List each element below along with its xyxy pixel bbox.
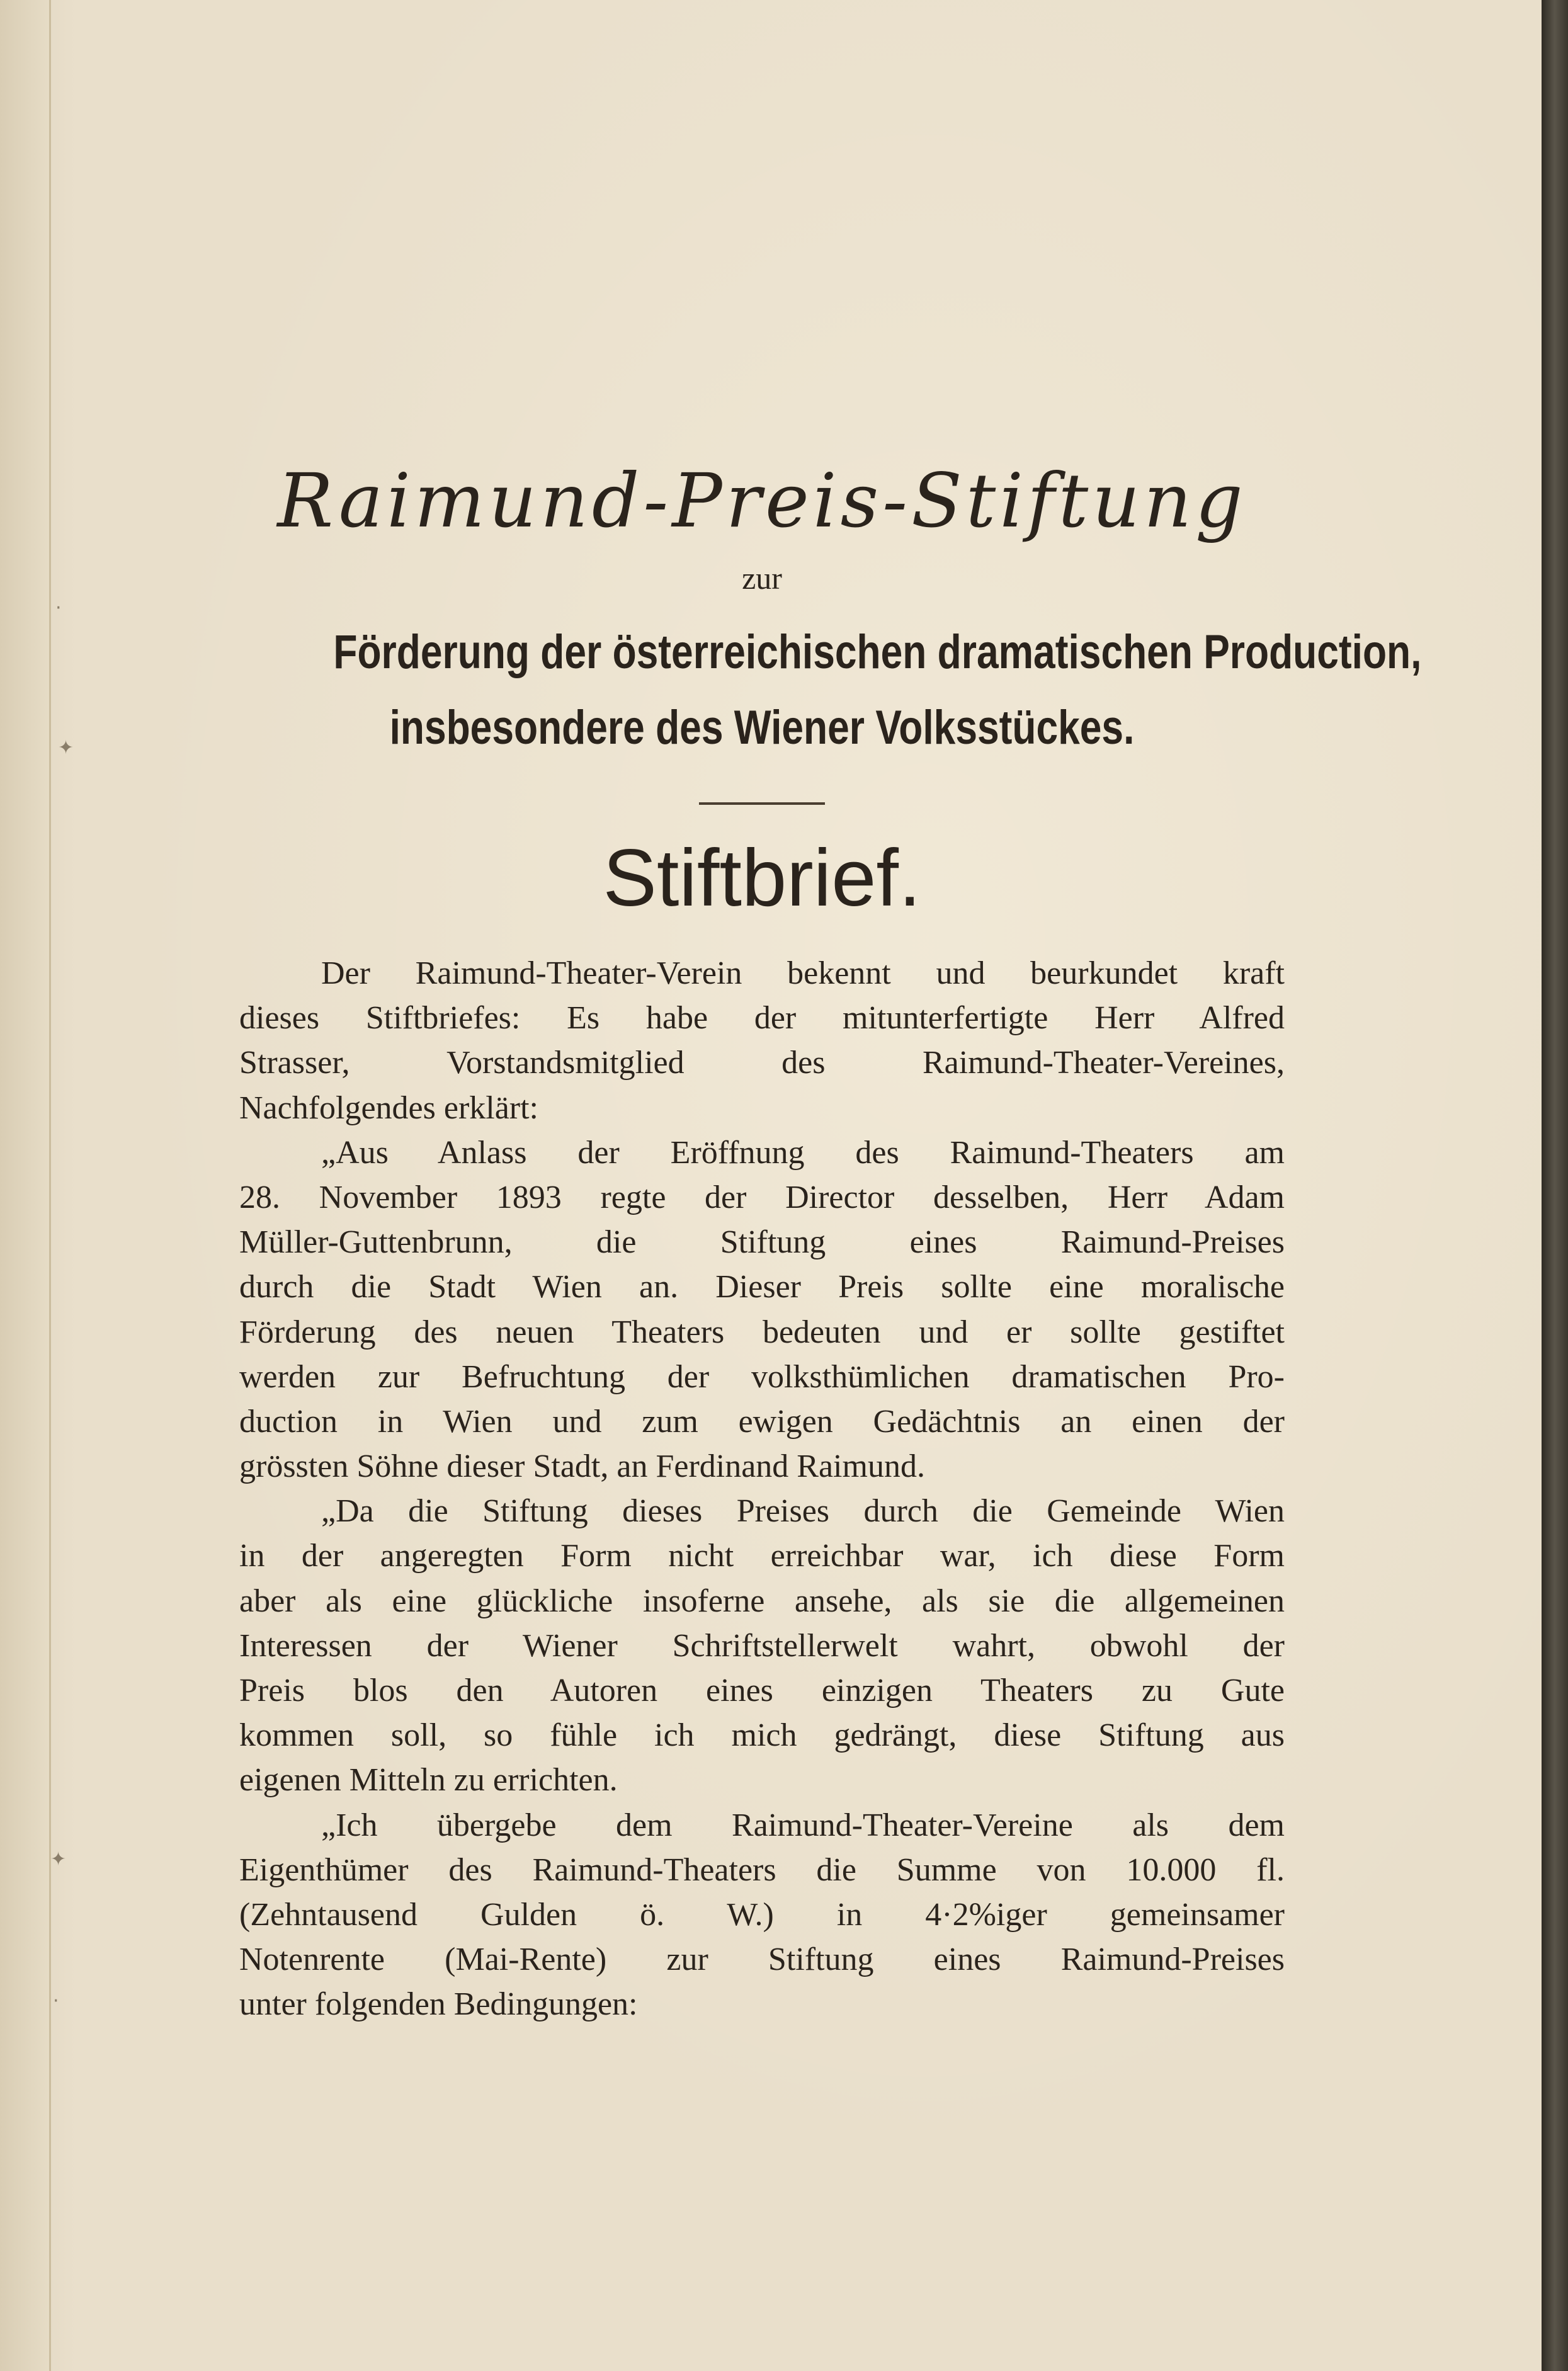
body-line: (Zehntausend Gulden ö. W.) in 4·2%iger gemeinsamer	[239, 1896, 1285, 1933]
body-line: dieses Stiftbriefes: Es habe der mitunterfertigte Herr Alfred	[239, 1000, 1285, 1037]
body-line: unter folgenden Bedingungen:	[239, 1986, 638, 2023]
body-line: „Aus Anlass der Eröffnung des Raimund-Theaters am	[321, 1134, 1285, 1171]
body-line: grössten Söhne dieser Stadt, an Ferdinand Raimund.	[239, 1448, 925, 1485]
margin-mark: ·	[53, 1990, 59, 2012]
body-line: „Ich übergebe dem Raimund-Theater-Vereine als dem	[321, 1807, 1285, 1843]
subtitle-line-2: insbesondere des Wiener Volksstückes.	[389, 701, 1135, 754]
title-connector: zur	[742, 560, 782, 596]
body-line: eigenen Mitteln zu errichten.	[239, 1762, 618, 1799]
body-line: Nachfolgendes erklärt:	[239, 1089, 539, 1126]
body-line: Müller-Guttenbrunn, die Stiftung eines Raimund-Preises	[239, 1224, 1285, 1261]
body-line: Interessen der Wiener Schriftstellerwelt wahrt, obwohl der	[239, 1627, 1285, 1664]
body-text	[239, 951, 1285, 2027]
body-line: durch die Stadt Wien an. Dieser Preis sollte eine moralische	[239, 1269, 1285, 1305]
body-line: Preis blos den Autoren eines einzigen Theaters zu Gute	[239, 1673, 1285, 1709]
divider-rule	[699, 802, 825, 805]
body-line: in der angeregten Form nicht erreichbar war, ich diese Form	[239, 1538, 1285, 1574]
body-line: Notenrente (Mai-Rente) zur Stiftung eines Raimund-Preises	[239, 1942, 1285, 1978]
body-line: aber als eine glückliche insoferne ansehe, als sie die allgemeinen	[239, 1583, 1285, 1619]
fraktur-title: Raimund-Preis-Stiftung	[277, 457, 1247, 544]
body-line: Der Raimund-Theater-Verein bekennt und beurkundet kraft	[321, 955, 1285, 991]
page-content	[239, 453, 1422, 2027]
body-line: werden zur Befruchtung der volksthümlichen dramatischen Pro-	[239, 1358, 1285, 1395]
margin-mark: ✦	[58, 737, 74, 759]
body-line: Eigenthümer des Raimund-Theaters die Summe von 10.000 fl.	[239, 1851, 1285, 1888]
binding-gutter	[0, 0, 51, 2371]
body-line: duction in Wien und zum ewigen Gedächtnis an einen der	[239, 1403, 1285, 1440]
body-line: Förderung des neuen Theaters bedeuten und er sollte gestiftet	[239, 1314, 1285, 1350]
body-line: 28. November 1893 regte der Director desselben, Herr Adam	[239, 1179, 1285, 1215]
body-line: Strasser, Vorstandsmitglied des Raimund-Theater-Vereines,	[239, 1045, 1285, 1081]
margin-mark: ·	[55, 597, 62, 619]
document-heading: Stiftbrief.	[603, 833, 921, 923]
page-edge-shadow	[1542, 0, 1568, 2371]
body-line: kommen soll, so fühle ich mich gedrängt, diese Stiftung aus	[239, 1717, 1285, 1754]
subtitle-line-1: Förderung der österreichischen dramatischen Production,	[333, 625, 1422, 679]
margin-mark: ✦	[50, 1848, 67, 1870]
body-line: „Da die Stiftung dieses Preises durch die Gemeinde Wien	[321, 1493, 1285, 1530]
